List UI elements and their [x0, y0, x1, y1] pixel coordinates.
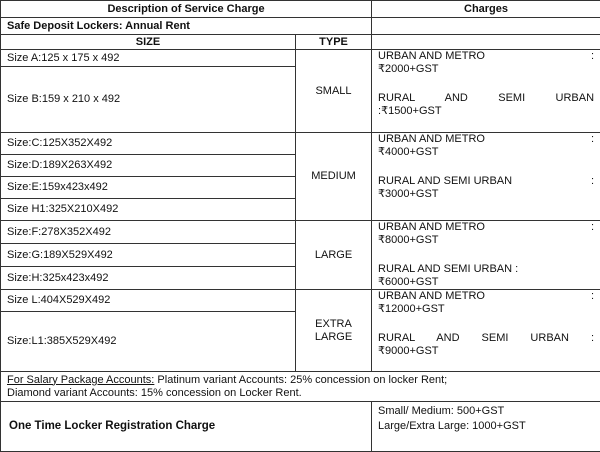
- rural-value: ₹3000+GST: [378, 188, 594, 201]
- rural-value: ₹6000+GST: [378, 276, 594, 289]
- type-medium: MEDIUM: [296, 133, 372, 221]
- urban-value: ₹2000+GST: [378, 63, 594, 76]
- urban-label: URBAN AND METRO: [378, 50, 485, 63]
- size-cell: Size:L1:385X529X492: [1, 312, 296, 372]
- rural-value: ₹9000+GST: [378, 345, 594, 358]
- rural-label: RURAL AND SEMI URBAN: [378, 92, 594, 105]
- salary-note-lead: For Salary Package Accounts:: [7, 374, 154, 386]
- salary-package-note: [1, 372, 600, 402]
- size-cell: Size:F:278X352X492: [1, 221, 296, 244]
- size-cell: Size:H:325x423x492: [1, 267, 296, 290]
- type-extra-large: EXTRA LARGE: [296, 290, 372, 372]
- column-charges-blank: [372, 35, 600, 50]
- section-title-blank: [372, 18, 600, 35]
- urban-value: ₹12000+GST: [378, 303, 594, 316]
- rural-label: RURAL AND SEMI URBAN :: [378, 263, 594, 276]
- size-cell: Size:C:125X352X492: [1, 133, 296, 155]
- rural-label: RURAL AND SEMI URBAN :: [378, 332, 594, 345]
- size-cell: Size:G:189X529X492: [1, 244, 296, 267]
- column-type-header: TYPE: [296, 35, 372, 50]
- type-small: SMALL: [296, 50, 372, 133]
- column-size-header: SIZE: [1, 35, 296, 50]
- charge-large: URBAN AND METRO : ₹8000+GST RURAL AND SEMI URBAN : ₹6000+GST: [372, 221, 600, 290]
- salary-note-line2: Diamond variant Accounts: 15% concession on Locker Rent.: [7, 387, 302, 399]
- urban-value: ₹8000+GST: [378, 234, 594, 247]
- size-cell: Size A:125 x 175 x 492: [1, 50, 296, 67]
- size-cell: Size L:404X529X492: [1, 290, 296, 312]
- header-description: Description of Service Charge: [1, 1, 372, 18]
- registration-label: One Time Locker Registration Charge: [1, 402, 372, 452]
- registration-small-medium: Small/ Medium: 500+GST: [378, 404, 594, 419]
- charge-extra-large: URBAN AND METRO : ₹12000+GST RURAL AND SEMI URBAN : ₹9000+GST: [372, 290, 600, 372]
- salary-note-line1: Platinum variant Accounts: 25% concession on locker Rent;: [154, 374, 447, 386]
- registration-charges: [372, 402, 600, 452]
- charge-medium: URBAN AND METRO : ₹4000+GST RURAL AND SEMI URBAN : ₹3000+GST: [372, 133, 600, 221]
- section-title: Safe Deposit Lockers: Annual Rent: [1, 18, 372, 35]
- size-cell: Size H1:325X210X492: [1, 199, 296, 221]
- rural-label: RURAL AND SEMI URBAN: [378, 175, 512, 188]
- rural-value: :₹1500+GST: [378, 105, 594, 118]
- urban-label: URBAN AND METRO: [378, 290, 485, 303]
- size-cell: Size:E:159x423x492: [1, 177, 296, 199]
- header-charges: Charges: [372, 1, 600, 18]
- size-cell: Size:D:189X263X492: [1, 155, 296, 177]
- size-cell: Size B:159 x 210 x 492: [1, 67, 296, 133]
- urban-label: URBAN AND METRO: [378, 133, 485, 146]
- urban-label: URBAN AND METRO: [378, 221, 485, 234]
- type-large: LARGE: [296, 221, 372, 290]
- registration-large-xl: Large/Extra Large: 1000+GST: [378, 419, 594, 434]
- charge-small: URBAN AND METRO : ₹2000+GST RURAL AND SEMI URBAN :₹1500+GST: [372, 50, 600, 133]
- urban-value: ₹4000+GST: [378, 146, 594, 159]
